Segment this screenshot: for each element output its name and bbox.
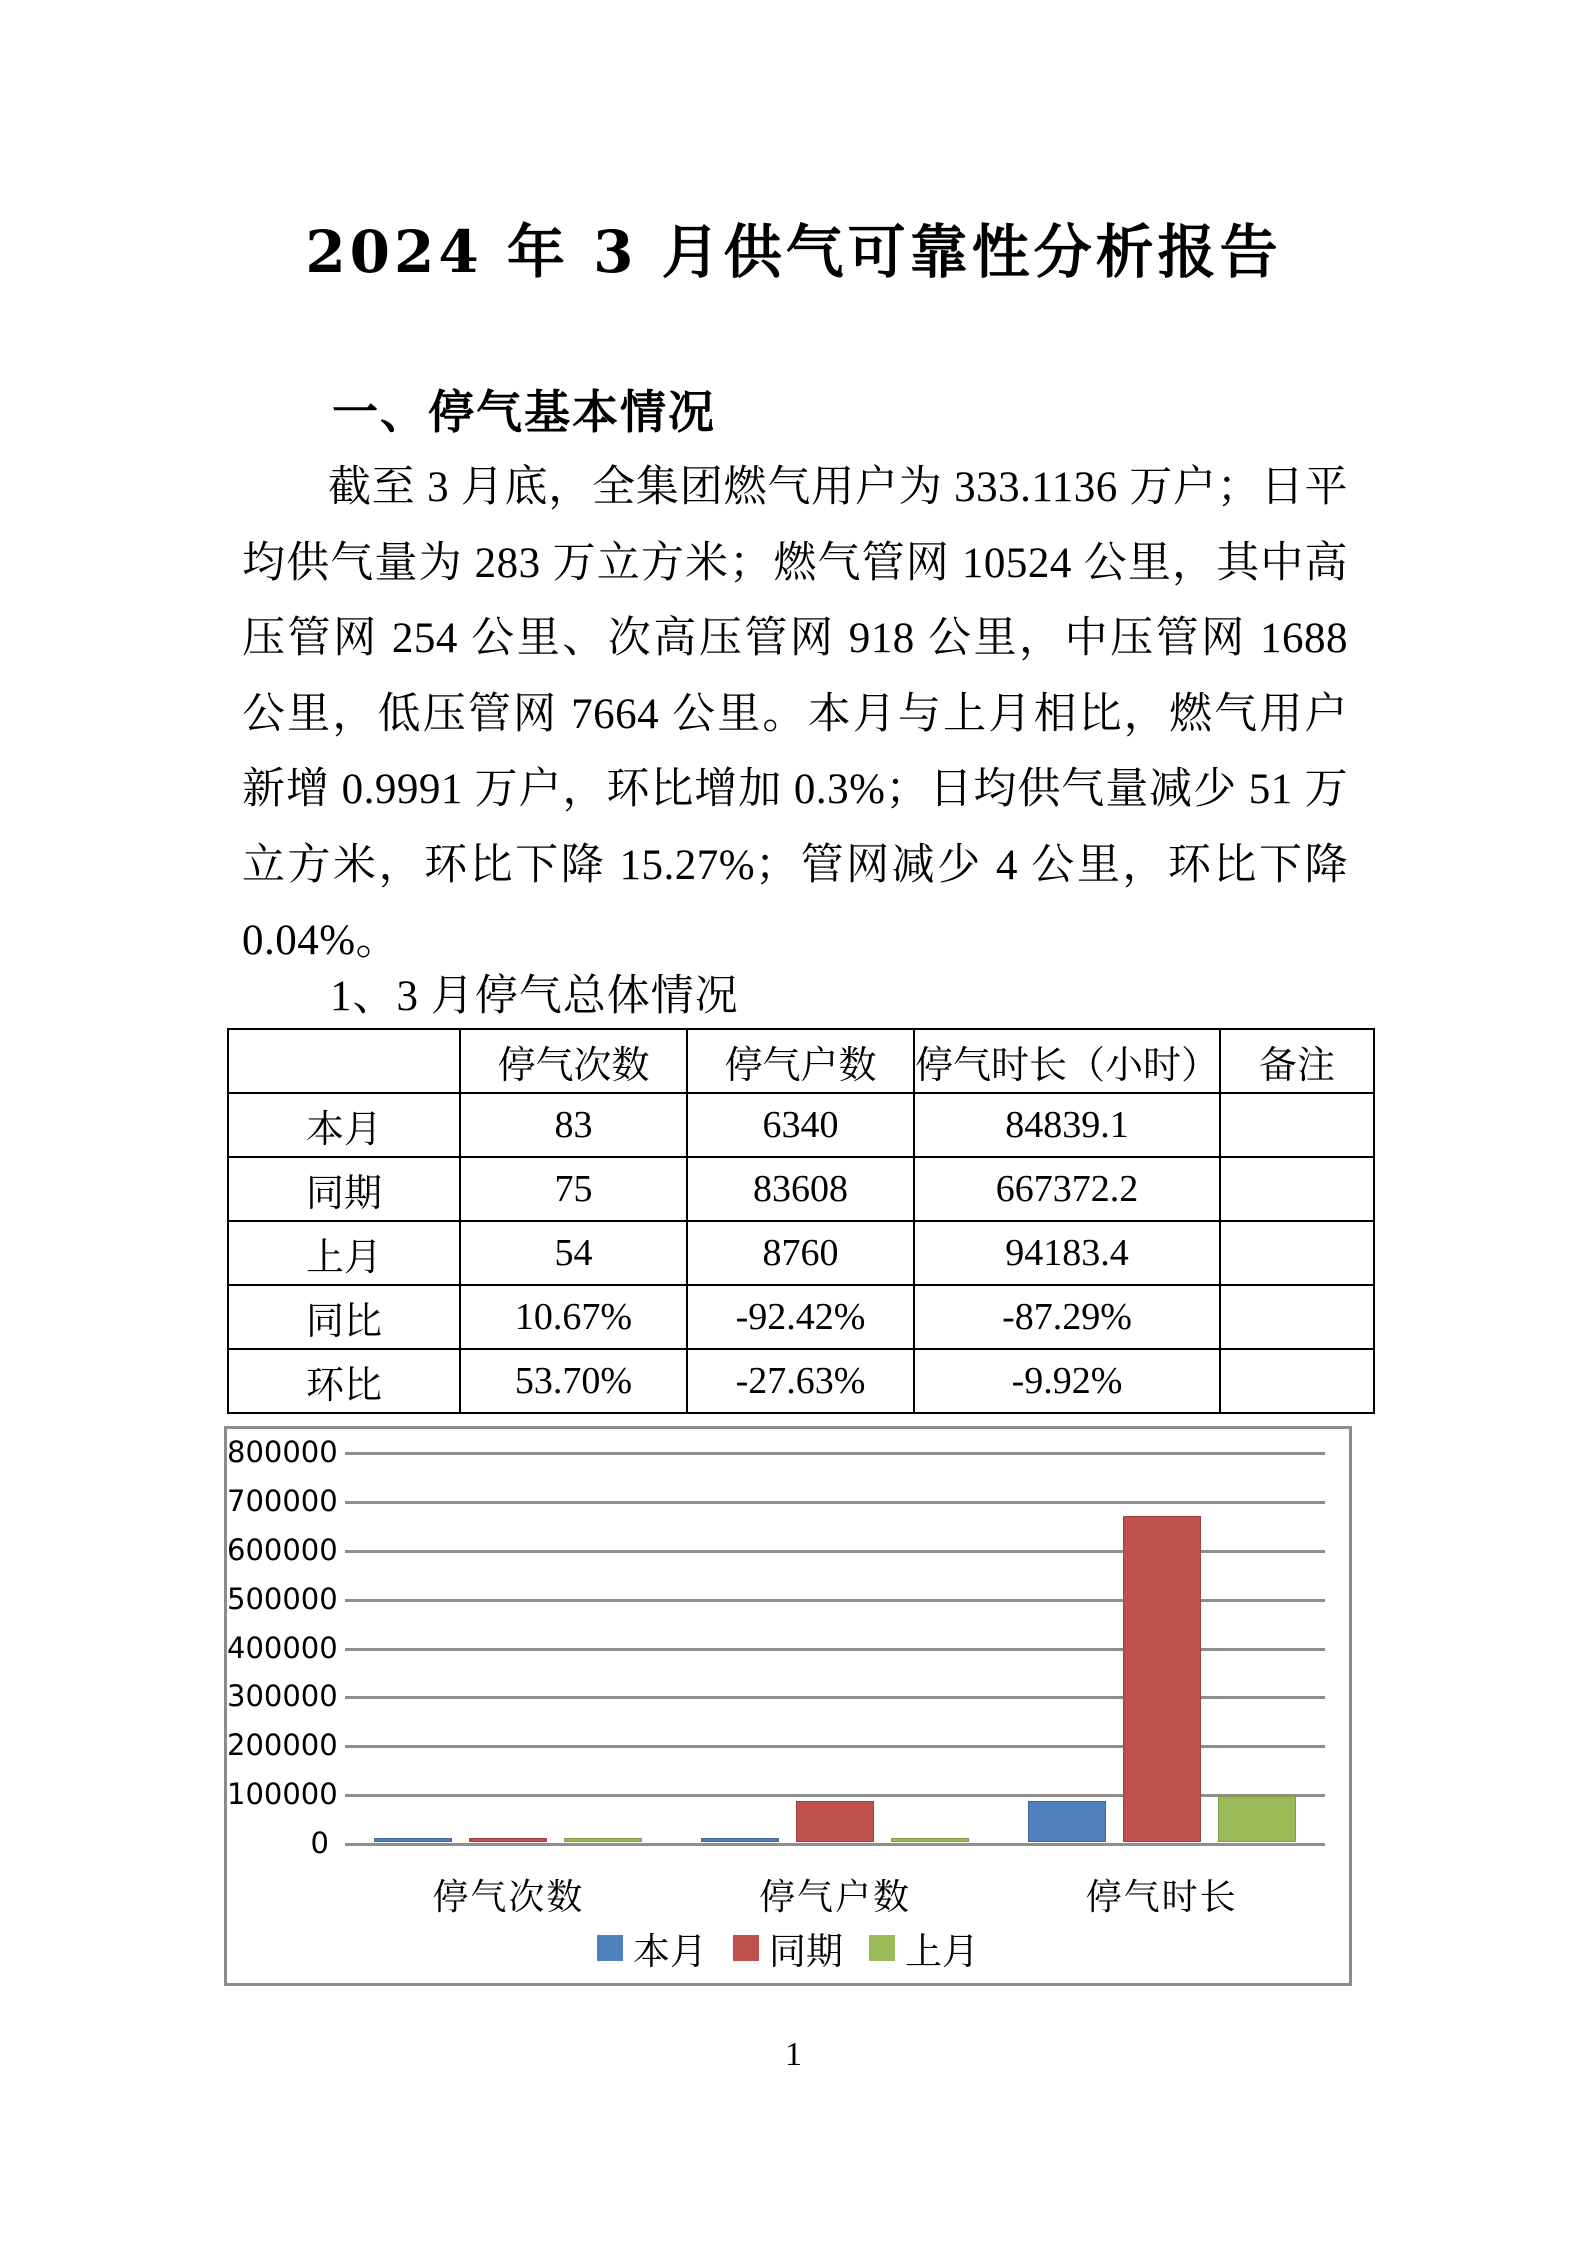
table-cell: -9.92% [914,1349,1220,1413]
legend-item [869,1921,979,1975]
bar-本月-停气户数 [701,1838,779,1842]
table-header-cell: 停气户数 [687,1029,914,1093]
chart-plot-area [345,1453,1325,1844]
table-head [228,1029,1374,1093]
gridline [345,1501,1325,1504]
table-cell: 本月 [228,1093,460,1157]
legend-label: 上月 [905,1932,979,1973]
table-cell [1220,1157,1374,1221]
table-cell: 同期 [228,1157,460,1221]
table-cell: -92.42% [687,1285,914,1349]
table-cell: 667372.2 [914,1157,1220,1221]
table-body [228,1093,1374,1413]
table-cell: 10.67% [460,1285,687,1349]
table-row [228,1285,1374,1349]
outage-bar-chart [224,1426,1352,1986]
legend-label: 本月 [633,1932,707,1973]
table-cell: 75 [460,1157,687,1221]
legend-label: 同期 [769,1932,843,1973]
gridline [345,1452,1325,1455]
table-cell: 8760 [687,1221,914,1285]
table-row [228,1093,1374,1157]
table-header-cell [228,1029,460,1093]
bar-上月-停气户数 [891,1838,969,1842]
body-paragraph: 截至 3 月底，全集团燃气用户为 333.1136 万户；日平均供气量为 283 万立方米；燃气管网 10524 公里，其中高压管网 254 公里、次高压管网 918 公里，中压管网 1688 公里，低压管网 7664 公里。本月与上月相比，燃气用户新增 0.9991 万户，环比增加 0.3%；日均供气量减少 51 万立方米，环比下降 15.27%；管网减少 4 公里，环比下降 0.04%。 [242,464,1348,964]
y-axis-label: 700000 [227,1483,338,1518]
y-axis-label: 400000 [227,1630,338,1665]
bar-同期-停气次数 [469,1838,547,1842]
table-header-cell: 停气时长（小时） [914,1029,1220,1093]
table-header-cell: 备注 [1220,1029,1374,1093]
bar-同期-停气时长 [1123,1516,1201,1842]
legend-item [597,1921,707,1975]
legend-swatch-icon [597,1935,623,1961]
legend-item [733,1921,843,1975]
bar-上月-停气时长 [1218,1796,1296,1842]
x-axis-label: 停气时长 [1085,1877,1238,1917]
table-cell [1220,1285,1374,1349]
bar-同期-停气户数 [796,1801,874,1842]
y-axis-label: 600000 [227,1532,338,1567]
table-row [228,1221,1374,1285]
table-cell: 6340 [687,1093,914,1157]
table-cell: 54 [460,1221,687,1285]
table-header-cell: 停气次数 [460,1029,687,1093]
y-axis-label: 100000 [227,1777,338,1812]
table-cell [1220,1221,1374,1285]
document-title: 2024 年 3 月供气可靠性分析报告 [305,218,1282,286]
bar-本月-停气次数 [374,1838,452,1842]
y-axis-label: 200000 [227,1728,338,1763]
legend-swatch-icon [869,1935,895,1961]
table-cell: 84839.1 [914,1093,1220,1157]
table-cell: 53.70% [460,1349,687,1413]
table-cell: -27.63% [687,1349,914,1413]
table-cell [1220,1349,1374,1413]
x-axis-label: 停气户数 [758,1877,912,1917]
bar-本月-停气时长 [1028,1801,1106,1842]
y-axis-label: 500000 [227,1581,338,1616]
table-cell [1220,1093,1374,1157]
table-cell: 同比 [228,1285,460,1349]
table-row [228,1349,1374,1413]
section-heading: 一、停气基本情况 [332,385,716,439]
bar-上月-停气次数 [564,1838,642,1842]
table-cell: 上月 [228,1221,460,1285]
page-number: 1 [785,2036,802,2073]
table-row [228,1157,1374,1221]
table-cell: 83608 [687,1157,914,1221]
gridline [345,1843,1325,1846]
legend-swatch-icon [733,1935,759,1961]
table-cell: 83 [460,1093,687,1157]
y-axis-label: 0 [310,1826,329,1860]
chart-legend [227,1921,1349,1975]
table-cell: 环比 [228,1349,460,1413]
outage-summary-table [227,1028,1375,1414]
x-axis-label: 停气次数 [432,1877,585,1917]
table-cell: 94183.4 [914,1221,1220,1285]
subsection-heading: 1、3 月停气总体情况 [330,973,739,1020]
table-header-row [228,1029,1374,1093]
y-axis-label: 800000 [227,1435,338,1469]
table-cell: -87.29% [914,1285,1220,1349]
y-axis-label: 300000 [227,1679,338,1714]
